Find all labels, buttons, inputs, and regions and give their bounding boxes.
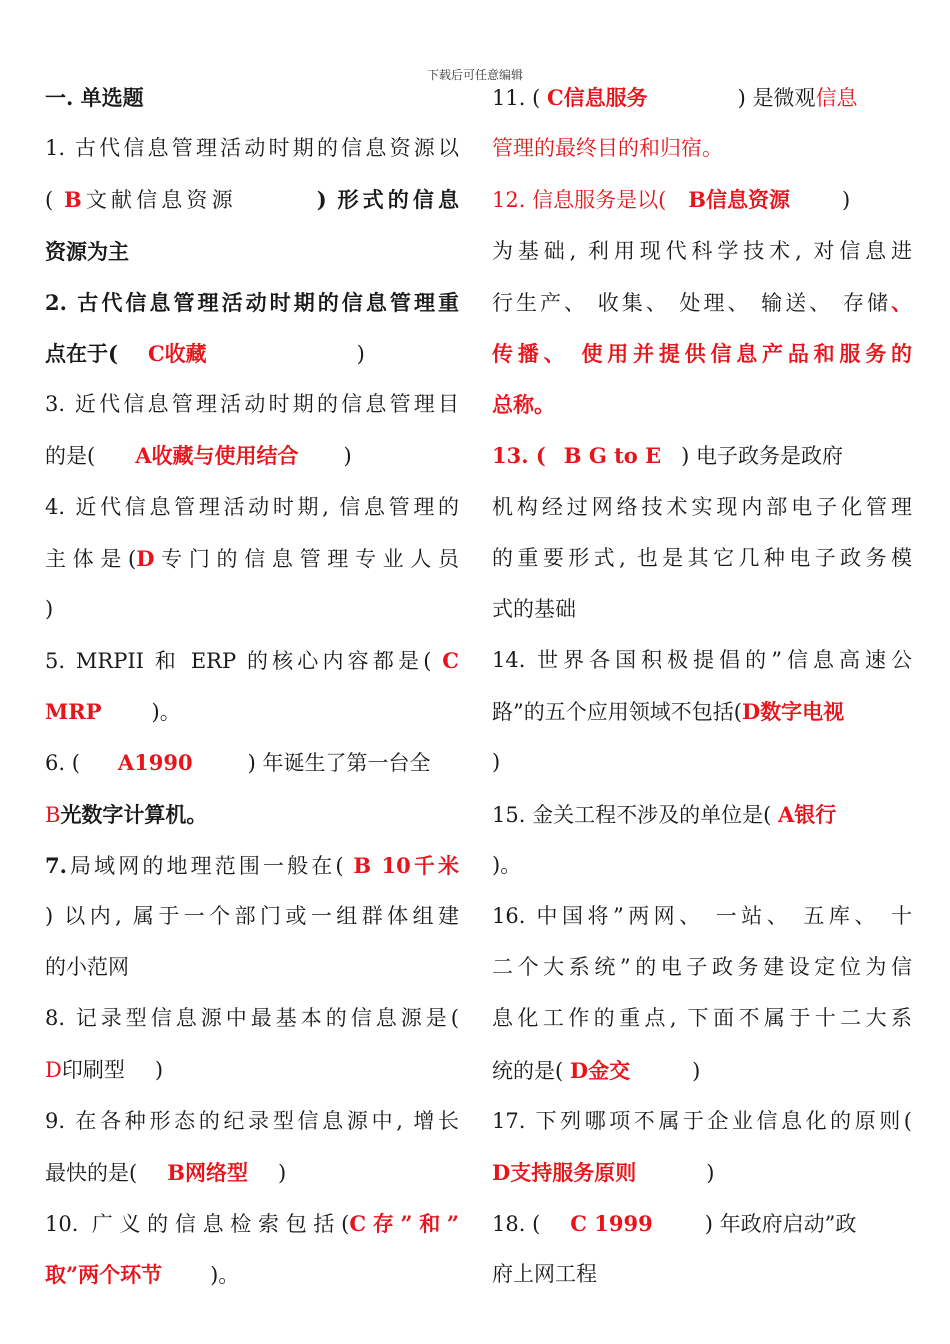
q6-answer: A1990 [117, 750, 193, 776]
q13-line2: 机构经过网络技术实现内部电子化管理 [492, 494, 912, 519]
q8-answer-letter: D [45, 1057, 62, 1082]
q9-line2 [45, 1147, 459, 1198]
q4-line2 [45, 533, 459, 584]
q13-line1 [492, 430, 912, 481]
q1-open: ( [45, 188, 54, 213]
q9-answer: B网络型 [167, 1159, 248, 1185]
q17-answer: D支持服务原则 [492, 1159, 637, 1185]
q16-line2: 二个大系统”的电子政务建设定位为信 [492, 955, 912, 980]
q3-answer: A收藏与使用结合 [135, 443, 299, 469]
q12-line3-red: 、 [891, 289, 912, 315]
q6-prefix: 6. ( [45, 751, 80, 776]
q12-line4: 传播、 使用并提供信息产品和服务的 [492, 340, 912, 366]
q18-answer: C 1999 [570, 1211, 653, 1237]
q12-close: ) [842, 188, 851, 213]
q11-answer: C信息服务 [546, 85, 648, 110]
q12-line1 [492, 174, 912, 225]
q3-line2 [45, 430, 459, 481]
left-column [45, 72, 459, 1301]
q6-line2 [45, 789, 459, 840]
q13-line3: 的重要形式, 也是其它几种电子政务模 [492, 545, 912, 570]
q13-prefix: 13. ( [492, 443, 546, 469]
q12-line3 [492, 277, 912, 328]
q2-prefix: 点在于( [45, 340, 118, 366]
q17-close: ) [706, 1160, 715, 1185]
q6-tail: 年诞生了第一台全 [262, 751, 431, 776]
q10-close: )。 [210, 1263, 240, 1288]
q8-line1: 8. 记录型信息源中最基本的信息源是( [45, 1006, 459, 1031]
q13-close: ) [681, 444, 690, 469]
q15-prefix: 15. 金关工程不涉及的单位是( [492, 802, 772, 827]
q7-answer: B 10千米 [353, 852, 459, 878]
q7-line3: 的小范网 [45, 955, 129, 980]
q9-close: ) [277, 1160, 287, 1185]
q16-line3: 息化工作的重点, 下面不属于十二大系 [492, 1006, 912, 1031]
q10-line2 [45, 1249, 459, 1300]
q11-close: ) [737, 86, 746, 110]
section-title: 一. 单选题 [45, 85, 144, 110]
q11-tail-red: 信息 [815, 86, 858, 110]
q5-line1 [45, 635, 459, 686]
q10-line1 [45, 1198, 459, 1249]
q1-line1: 1. 古代信息管理活动时期的信息资源以 [45, 136, 459, 161]
q14-answer: D数字电视 [741, 699, 845, 725]
q11-tail: 是微观 [752, 86, 816, 110]
q5-line2 [45, 686, 459, 737]
q14-prefix: 路”的五个应用领域不包括( [492, 700, 742, 725]
q16-line4 [492, 1045, 912, 1096]
q14-line1: 14. 世界各国积极提倡的”信息高速公 [492, 648, 912, 673]
q6-answer2-letter: B [45, 802, 61, 827]
q13-line4: 式的基础 [492, 596, 576, 621]
q3-line1: 3. 近代信息管理活动时期的信息管理目 [45, 392, 459, 417]
q4-answer-letter: D [136, 545, 155, 571]
q12-line3-text: 行生产、 收集、 处理、 输送、 存储 [492, 290, 891, 315]
q12-answer: B信息资源 [688, 187, 791, 213]
q16-prefix: 统的是( [492, 1058, 564, 1083]
q11-line2: 管理的最终目的和归宿。 [492, 136, 723, 161]
q1-tail: 形式的信息 [337, 187, 459, 213]
q18-line2: 府上网工程 [492, 1262, 597, 1287]
right-column [492, 72, 912, 1301]
q12-prefix: 12. 信息服务是以( [492, 188, 667, 213]
q9-prefix: 最快的是( [45, 1160, 138, 1185]
q2-close: ) [356, 341, 365, 366]
q13-tail: 电子政务是政府 [696, 444, 844, 469]
q5-close: )。 [151, 700, 181, 725]
q17-line2 [492, 1147, 912, 1198]
q1-answer-letter: B [64, 187, 82, 213]
q18-close: ) [704, 1212, 713, 1237]
q1-answer-text: 文献信息资源 [81, 188, 237, 213]
q17-line1: 17. 下列哪项不属于企业信息化的原则( [492, 1108, 912, 1133]
q7-line2: ) 以内, 属于一个部门或一组群体组建 [45, 904, 459, 928]
q2-answer: C收藏 [147, 340, 207, 366]
q2-line2 [45, 328, 459, 379]
q15-answer: A银行 [777, 801, 837, 827]
q16-line1: 16. 中国将”两网、 一站、 五库、 十 [492, 904, 912, 928]
q15-line2: )。 [492, 852, 522, 877]
q4-prefix: 主体是( [45, 546, 137, 571]
q1-close: ) [316, 187, 327, 213]
q18-line1 [492, 1198, 912, 1249]
q8-answer-text: 印刷型 [61, 1057, 125, 1082]
q12-line2: 为基础, 利用现代科学技术, 对信息进 [492, 238, 912, 263]
q16-close: ) [692, 1058, 701, 1083]
q1-line2 [45, 174, 459, 225]
q10-answer-part2: 取”两个环节 [45, 1262, 163, 1288]
q6-line1 [45, 737, 459, 788]
q13-answer: B G to E [563, 443, 662, 469]
q3-prefix: 的是( [45, 444, 96, 469]
q7-line1 [45, 840, 459, 891]
q14-line2 [492, 686, 912, 737]
q4-line1: 4. 近代信息管理活动时期, 信息管理的 [45, 494, 459, 519]
q3-close: ) [343, 444, 352, 469]
q10-prefix: 10. 广义的信息检索包括( [45, 1212, 350, 1237]
q10-answer-part1: C存”和” [349, 1211, 460, 1237]
q6-close: ) [247, 751, 256, 776]
q4-answer-text: 专门的信息管理专业人员 [154, 546, 459, 571]
q7-number: 7. [45, 852, 67, 878]
q11-prefix: 11. ( [492, 86, 541, 110]
q18-tail: 年政府启动”政 [719, 1212, 857, 1237]
q11-line1 [492, 72, 912, 123]
q9-line1: 9. 在各种形态的纪录型信息源中, 增长 [45, 1108, 459, 1133]
page-header-note: 下载后可任意编辑 [426, 68, 523, 82]
q6-line2-text: 光数字计算机。 [60, 801, 208, 827]
q1-line3: 资源为主 [45, 238, 129, 264]
q7-prefix: 局域网的地理范围一般在( [66, 853, 344, 878]
q4-line3: ) [45, 596, 54, 621]
q2-line1: 2. 古代信息管理活动时期的信息管理重 [45, 289, 459, 315]
q5-prefix: 5. MRPII 和 ERP 的核心内容都是( [45, 649, 432, 674]
q12-line5: 总称。 [492, 392, 555, 418]
q18-prefix: 18. ( [492, 1212, 541, 1237]
q14-line3: ) [492, 750, 501, 775]
q8-line2 [45, 1045, 459, 1096]
q8-close: ) [154, 1057, 164, 1082]
q16-answer: D金交 [569, 1057, 631, 1083]
q15-line1 [492, 789, 912, 840]
q5-answer-letter: C [442, 648, 459, 674]
q5-answer-text: MRP [45, 699, 102, 725]
